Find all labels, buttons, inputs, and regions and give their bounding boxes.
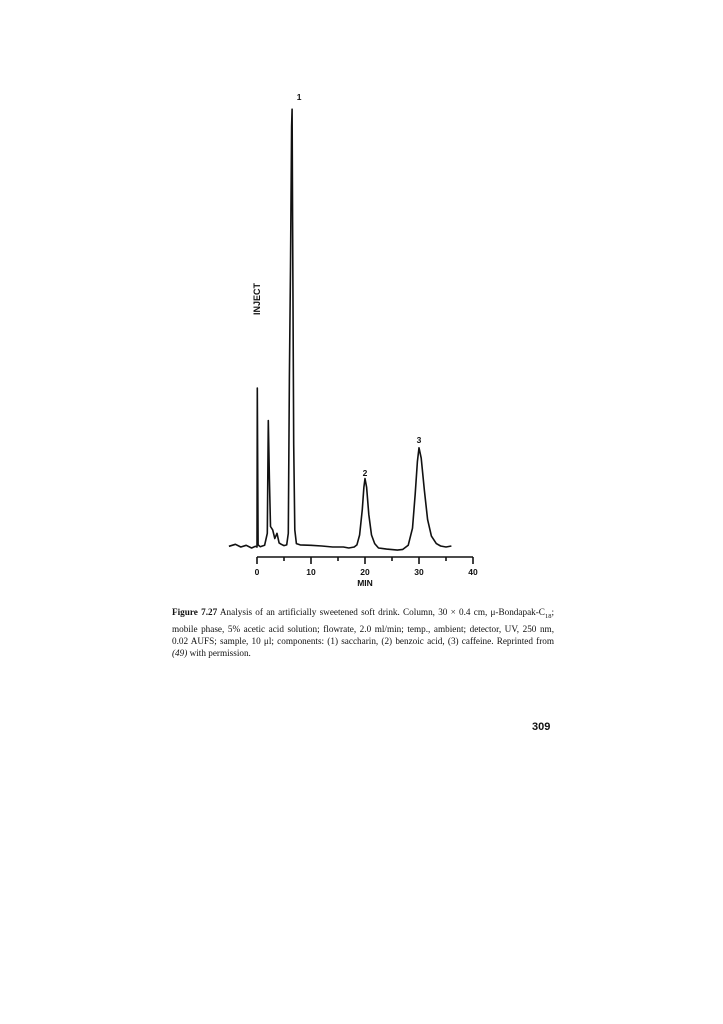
- caption-text-part-2: ; mobile phase, 5% acetic acid solution; flowrate, 2.0 ml/min; temp., ambient; detector, UV, 250 nm, 0.02 AUFS; sample, 10 μl; components: (1) saccharin, (2) benzoic acid, (3) caffeine. Reprinted from: [172, 607, 554, 646]
- inject-marker-label: INJECT: [252, 282, 262, 316]
- figure-label: Figure 7.27: [172, 607, 218, 617]
- peak-labels: [297, 92, 422, 478]
- x-axis-label: MIN: [357, 578, 373, 588]
- x-tick-label: 0: [254, 567, 260, 577]
- x-axis-ticks: [257, 557, 473, 564]
- caption-text-part-3: with permission.: [187, 647, 251, 658]
- x-axis-tick-labels: [255, 567, 478, 577]
- x-tick-label: 40: [468, 567, 478, 577]
- x-tick-label: 30: [414, 567, 424, 577]
- chromatogram-trace: [229, 109, 452, 550]
- peak-label-1: 1: [296, 92, 302, 102]
- x-tick-label: 20: [360, 567, 370, 577]
- page-number: 309: [532, 721, 551, 733]
- peak-label-3: 3: [416, 435, 422, 445]
- caption-reference: (49): [172, 647, 188, 658]
- figure-caption: [172, 606, 554, 659]
- peak-label-2: 2: [362, 468, 368, 478]
- caption-text-part-1: Analysis of an artificially sweetened soft drink. Column, 30 × 0.4 cm, μ-Bondapak-C: [217, 607, 545, 617]
- x-tick-label: 10: [306, 567, 316, 577]
- caption-subscript: 18: [544, 612, 552, 620]
